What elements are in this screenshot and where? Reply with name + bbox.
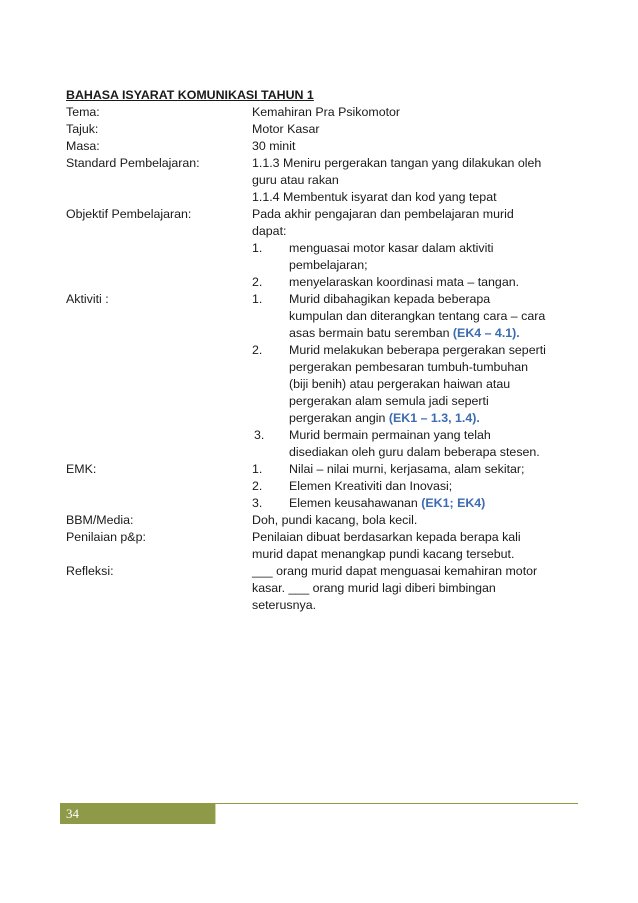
label-refleksi: Refleksi: — [66, 564, 114, 578]
value-penilaian — [252, 529, 582, 563]
item-line — [289, 325, 582, 342]
item-line: (biji benih) atau pergerakan haiwan atau — [289, 377, 511, 391]
standard-line: guru atau rakan — [252, 173, 339, 187]
row-standard — [66, 155, 586, 206]
item-line: kumpulan dan diterangkan tentang cara – cara — [289, 309, 546, 323]
item-number: 1. — [252, 462, 263, 476]
row-refleksi — [66, 563, 586, 614]
value-masa: 30 minit — [252, 139, 296, 153]
item-text: Elemen keusahawanan — [289, 496, 422, 510]
aktiviti-item — [252, 427, 582, 461]
value-refleksi — [252, 563, 582, 614]
item-text: asas bermain batu seremban — [289, 326, 453, 340]
objektif-item — [252, 274, 582, 291]
label-tajuk: Tajuk: — [66, 122, 99, 136]
penilaian-line: Penilaian dibuat berdasarkan kepada berapa kali — [252, 530, 521, 544]
refleksi-line: seterusnya. — [252, 598, 317, 612]
value-bbm: Doh, pundi kacang, bola kecil. — [252, 513, 418, 527]
row-emk — [66, 461, 586, 512]
standard-line: 1.1.3 Meniru pergerakan tangan yang dilakukan oleh — [252, 156, 542, 170]
item-line: pembelajaran; — [289, 258, 368, 272]
item-number: 3. — [254, 428, 265, 442]
item-number: 2. — [252, 479, 263, 493]
ek-code: (EK4 – 4.1). — [452, 326, 520, 340]
row-tema — [66, 104, 586, 121]
emk-item — [252, 478, 582, 495]
emk-item — [252, 461, 582, 478]
aktiviti-item — [252, 291, 582, 342]
row-masa — [66, 138, 586, 155]
item-line: disediakan oleh guru dalam beberapa stesen. — [289, 445, 540, 459]
value-tajuk: Motor Kasar — [252, 122, 320, 136]
label-tema: Tema: — [66, 105, 100, 119]
emk-item — [252, 495, 582, 512]
aktiviti-item — [252, 342, 582, 427]
row-penilaian — [66, 529, 586, 563]
item-line: menguasai motor kasar dalam aktiviti — [289, 241, 494, 255]
label-penilaian: Penilaian p&p: — [66, 530, 146, 544]
label-objektif: Objektif Pembelajaran: — [66, 207, 192, 221]
label-masa: Masa: — [66, 139, 100, 153]
lesson-plan — [66, 87, 586, 614]
item-line: Elemen Kreativiti dan Inovasi; — [289, 479, 453, 493]
item-number: 1. — [252, 292, 263, 306]
item-number: 3. — [252, 496, 263, 510]
item-number: 2. — [252, 275, 263, 289]
label-bbm: BBM/Media: — [66, 513, 134, 527]
item-number: 2. — [252, 343, 263, 357]
value-objektif — [252, 206, 582, 291]
label-aktiviti: Aktiviti : — [66, 292, 109, 306]
item-text: pergerakan angin — [289, 411, 389, 425]
page-number: 34 — [66, 806, 79, 821]
item-line: Murid dibahagikan kepada beberapa — [289, 292, 491, 306]
value-aktiviti — [252, 291, 582, 461]
item-line: Murid bermain permainan yang telah — [289, 428, 491, 442]
objektif-intro-line: Pada akhir pengajaran dan pembelajaran murid — [252, 207, 514, 221]
value-tema: Kemahiran Pra Psikomotor — [252, 105, 401, 119]
penilaian-line: murid dapat menangkap pundi kacang tersebut. — [252, 547, 515, 561]
standard-line: 1.1.4 Membentuk isyarat dan kod yang tepat — [252, 190, 497, 204]
item-line: Nilai – nilai murni, kerjasama, alam sekitar; — [289, 462, 525, 476]
objektif-item — [252, 240, 582, 274]
label-emk: EMK: — [66, 462, 97, 476]
document-title: BAHASA ISYARAT KOMUNIKASI TAHUN 1 — [66, 88, 314, 102]
label-standard: Standard Pembelajaran: — [66, 156, 200, 170]
refleksi-line: kasar. ___ orang murid lagi diberi bimbingan — [252, 581, 496, 595]
item-line: Murid melakukan beberapa pergerakan seperti — [289, 343, 546, 357]
row-tajuk — [66, 121, 586, 138]
value-standard — [252, 155, 582, 206]
page-number-box — [60, 804, 216, 824]
item-line: menyelaraskan koordinasi mata – tangan. — [289, 275, 520, 289]
item-line — [289, 410, 582, 427]
ek-code: (EK1 – 1.3, 1.4). — [388, 411, 480, 425]
objektif-intro-line: dapat: — [252, 224, 287, 238]
item-number: 1. — [252, 241, 263, 255]
row-objektif — [66, 206, 586, 291]
item-line: pergerakan alam semula jadi seperti — [289, 394, 489, 408]
item-line: pergerakan pembesaran tumbuh-tumbuhan — [289, 360, 529, 374]
row-bbm — [66, 512, 586, 529]
ek-code: (EK1; EK4) — [421, 496, 486, 510]
row-aktiviti — [66, 291, 586, 461]
value-emk — [252, 461, 582, 512]
refleksi-line: ___ orang murid dapat menguasai kemahiran motor — [252, 564, 538, 578]
item-line — [289, 495, 582, 512]
